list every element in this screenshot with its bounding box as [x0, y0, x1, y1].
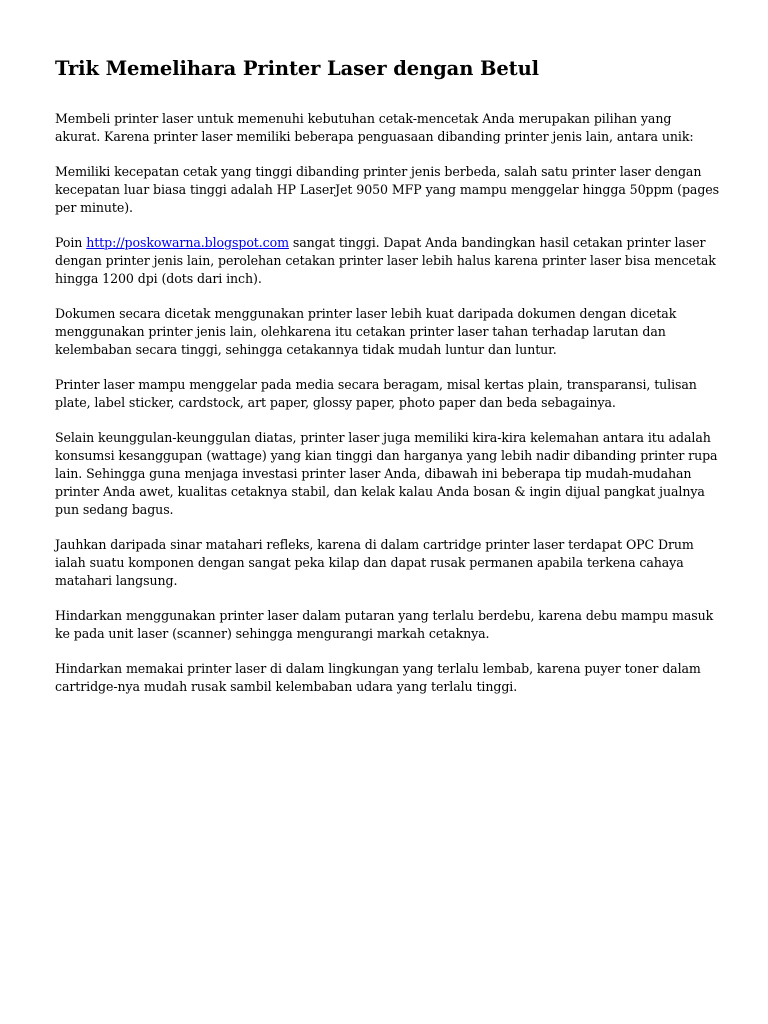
- paragraph-tip-dust: Hindarkan menggunakan printer laser dalam putaran yang terlalu berdebu, karena debu mampu masuk ke pada unit laser (scanner) sehingga mengurangi markah cetaknya.: [55, 608, 714, 641]
- document-page: [55, 56, 720, 713]
- paragraph-intro: Membeli printer laser untuk memenuhi kebutuhan cetak-mencetak Anda merupakan pilihan yang akurat. Karena printer laser memiliki beberapa penguasaan dibanding printer jenis lain, antara unik:: [55, 111, 694, 144]
- paragraph-media: Printer laser mampu menggelar pada media secara beragam, misal kertas plain, transparansi, tulisan plate, label sticker, cardstock, art paper, glossy paper, photo paper dan beda sebagainya.: [55, 377, 697, 410]
- paragraph-durability: Dokumen secara dicetak menggunakan printer laser lebih kuat daripada dokumen dengan dicetak menggunakan printer jenis lain, olehkarena itu cetakan printer laser tahan terhadap larutan dan kelembaban secara tinggi, sehingga cetakannya tidak mudah luntur dan luntur.: [55, 306, 677, 357]
- paragraph-speed: Memiliki kecepatan cetak yang tinggi dibanding printer jenis berbeda, salah satu printer laser dengan kecepatan luar biasa tinggi adalah HP LaserJet 9050 MFP yang mampu menggelar hingga 50ppm (pages per minute).: [55, 164, 720, 215]
- document-body: [55, 110, 720, 696]
- paragraph-resolution-rest: sangat tinggi. Dapat Anda bandingkan hasil cetakan printer laser dengan printer jenis lain, perolehan cetakan printer laser lebih halus karena printer laser bisa mencetak hingga 1200 dpi (dots dari inch).: [55, 235, 716, 286]
- paragraph-resolution-lead: Poin: [55, 235, 87, 250]
- blog-link[interactable]: http://poskowarna.blogspot.com: [86, 235, 289, 250]
- paragraph-tip-sunlight: Jauhkan daripada sinar matahari refleks, karena di dalam cartridge printer laser terdapat OPC Drum ialah suatu komponen dengan sangat peka kilap dan dapat rusak permanen apabila terkena cahaya matahari langsung.: [55, 537, 694, 588]
- paragraph-tip-humidity: Hindarkan memakai printer laser di dalam lingkungan yang terlalu lembab, karena puyer toner dalam cartridge-nya mudah rusak sambil kelembaban udara yang terlalu tinggi.: [55, 661, 701, 694]
- paragraph-resolution: [55, 234, 720, 288]
- document-title: Trik Memelihara Printer Laser dengan Betul: [55, 57, 539, 80]
- paragraph-weakness: Selain keunggulan-keunggulan diatas, printer laser juga memiliki kira-kira kelemahan antara itu adalah konsumsi kesanggupan (wattage) yang kian tinggi dan harganya yang lebih nadir dibanding printer rupa lain. Sehingga guna menjaga investasi printer laser Anda, dibawah ini beberapa tip mudah-mudahan printer Anda awet, kualitas cetaknya stabil, dan kelak kalau Anda bosan & ingin dijual pangkat jualnya pun sedang bagus.: [55, 430, 718, 517]
